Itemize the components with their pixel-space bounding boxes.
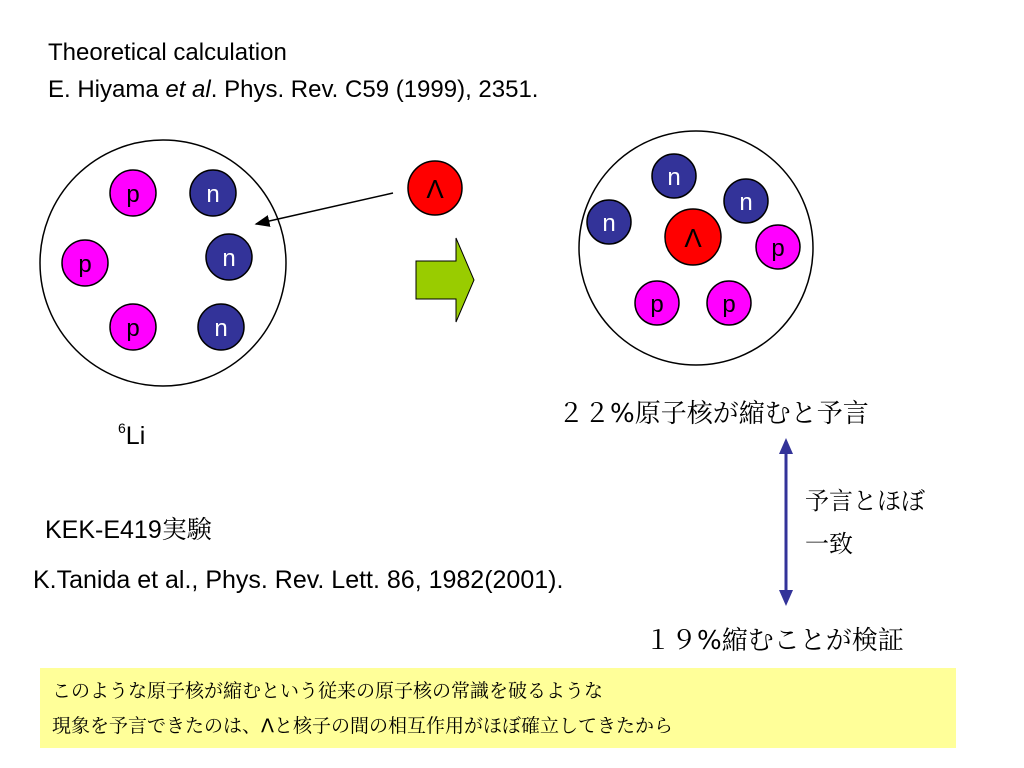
neutron-label: n — [206, 181, 220, 208]
comparison-double-arrow — [779, 438, 793, 606]
reference-authors: E. Hiyama — [48, 76, 159, 103]
note-line-2: 現象を予言できたのは、Λと核子の間の相互作用がほぼ確立してきたから — [52, 715, 673, 737]
neutron — [652, 154, 696, 198]
li6-label — [118, 422, 145, 451]
note-line-1: このような原子核が縮むという従来の原子核の常識を破るような — [52, 680, 604, 702]
agreement-text-line1: 予言とほぼ — [805, 487, 925, 515]
proton — [756, 225, 800, 269]
neutron-label: n — [667, 164, 681, 191]
proton-label: p — [650, 291, 664, 318]
proton-label: p — [126, 315, 140, 342]
reference-journal: . Phys. Rev. C59 (1999), 2351. — [210, 76, 539, 103]
lambda-particle — [408, 161, 462, 215]
experiment-name: KEK-E419実験 — [45, 516, 212, 544]
neutron-label: n — [214, 315, 228, 342]
prediction-text: ２２%原子核が縮むと予言 — [558, 399, 869, 429]
agreement-text-line2: 一致 — [805, 530, 853, 558]
reference-heading: Theoretical calculation — [48, 39, 287, 66]
element-symbol: Li — [125, 422, 146, 450]
lambda-label: Λ — [426, 174, 444, 204]
neutron-label: n — [602, 210, 616, 237]
neutron — [190, 170, 236, 216]
proton-label: p — [78, 251, 92, 278]
neutron-label: n — [739, 189, 753, 216]
result-text: １９%縮むことが検証 — [645, 626, 904, 656]
neutron — [587, 200, 631, 244]
reference-etal: et al — [165, 76, 211, 103]
proton-label: p — [126, 181, 140, 208]
proton-label: p — [771, 235, 785, 262]
proton-label: p — [722, 291, 736, 318]
mass-number: 6 — [118, 420, 126, 436]
proton — [110, 304, 156, 350]
proton — [635, 281, 679, 325]
proton — [62, 240, 108, 286]
lambda-particle — [665, 209, 721, 265]
proton — [110, 170, 156, 216]
neutron — [724, 179, 768, 223]
neutron — [206, 234, 252, 280]
lambda-label: Λ — [684, 223, 702, 253]
conclusion-note — [40, 668, 956, 748]
neutron — [198, 304, 244, 350]
experiment-reference: K.Tanida et al., Phys. Rev. Lett. 86, 1982(2001). — [33, 566, 564, 594]
lambda-insertion-arrow — [256, 193, 393, 224]
transition-arrow — [416, 238, 474, 322]
proton — [707, 281, 751, 325]
neutron-label: n — [222, 245, 236, 272]
